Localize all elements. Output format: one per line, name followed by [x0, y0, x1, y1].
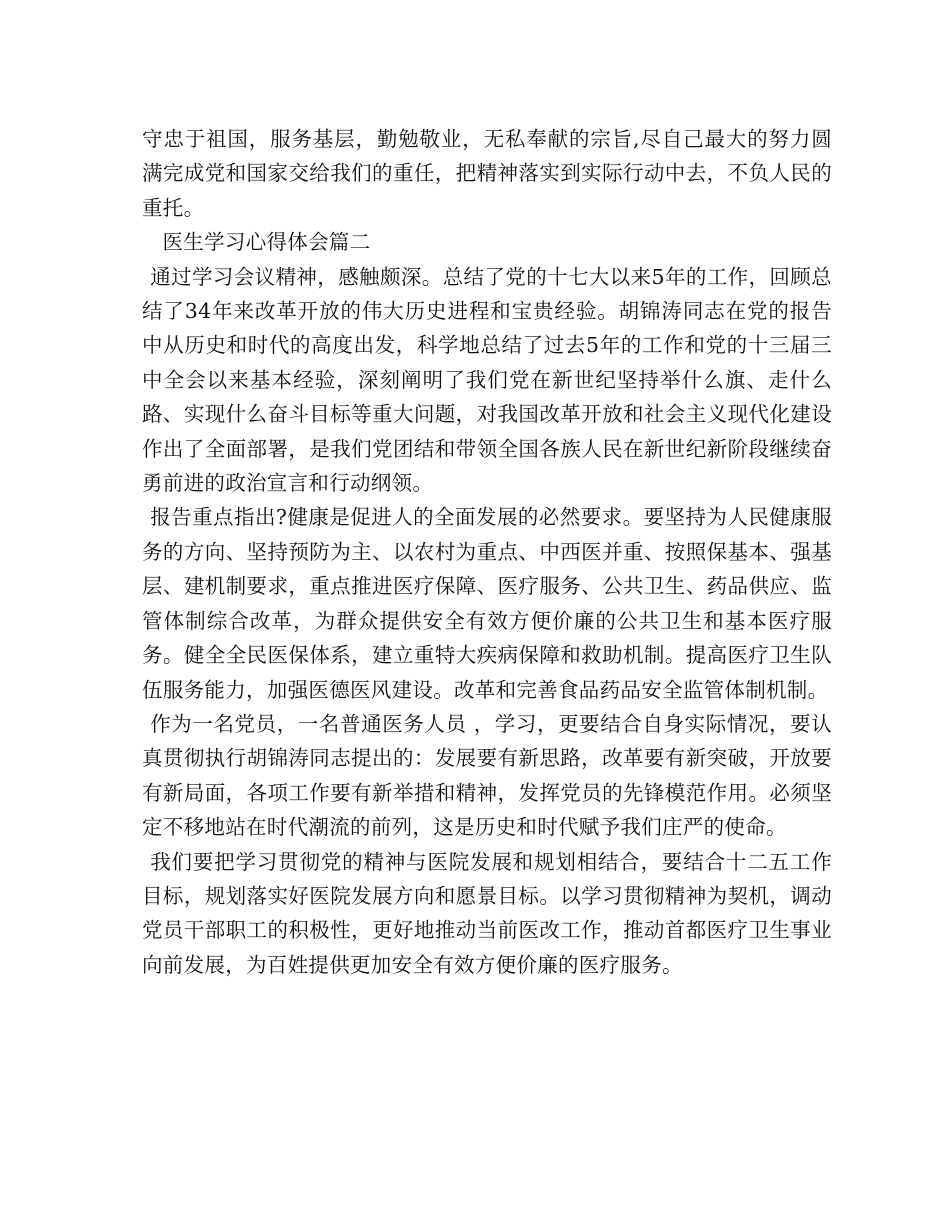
- paragraph: 我们要把学习贯彻党的精神与医院发展和规划相结合，要结合十二五工作目标，规划落实好医院发展方向和愿景目标。以学习贯彻精神为契机，调动党员干部职工的积极性，更好地推动当前医改工作，推动首都医疗卫生事业向前发展，为百姓提供更加安全有效方便价廉的医疗服务。: [142, 849, 832, 977]
- paragraph-continuation: 守忠于祖国，服务基层，勤勉敬业，无私奉献的宗旨,尽自己最大的努力圆满完成党和国家交给我们的重任，把精神落实到实际行动中去，不负人民的重托。: [142, 127, 832, 220]
- document-body: [142, 122, 832, 982]
- paragraph: 作为一名党员，一名普通医务人员 ，学习，更要结合自身实际情况，要认真贯彻执行胡锦涛同志提出的：发展要有新思路，改革要有新突破，开放要有新局面，各项工作要有新举措和精神，发挥党员的先锋模范作用。必须坚定不移地站在时代潮流的前列，这是历史和时代赋予我们庄严的使命。: [142, 711, 832, 840]
- paragraph: 通过学习会议精神，感触颇深。总结了党的十七大以来5年的工作，回顾总结了34年来改革开放的伟大历史进程和宝贵经验。胡锦涛同志在党的报告中从历史和时代的高度出发，科学地总结了过去5年的工作和党的十三届三中全会以来基本经验，深刻阐明了我们党在新世纪坚持举什么旗、走什么路、实现什么奋斗目标等重大问题，对我国改革开放和社会主义现代化建设作出了全面部署，是我们党团结和带领全国各族人民在新世纪新阶段继续奋勇前进的政治宣言和行动纲领。: [142, 264, 832, 496]
- paragraph: 报告重点指出?健康是促进人的全面发展的必然要求。要坚持为人民健康服务的方向、坚持预防为主、以农村为重点、中西医并重、按照保基本、强基层、建机制要求，重点推进医疗保障、医疗服务、公共卫生、药品供应、监管体制综合改革，为群众提供安全有效方便价廉的公共卫生和基本医疗服务。健全全民医保体系，建立重特大疾病保障和救助机制。提高医疗卫生队伍服务能力，加强医德医风建设。改革和完善食品药品安全监管体制机制。: [142, 505, 832, 702]
- section-heading: 医生学习心得体会篇二: [162, 230, 371, 255]
